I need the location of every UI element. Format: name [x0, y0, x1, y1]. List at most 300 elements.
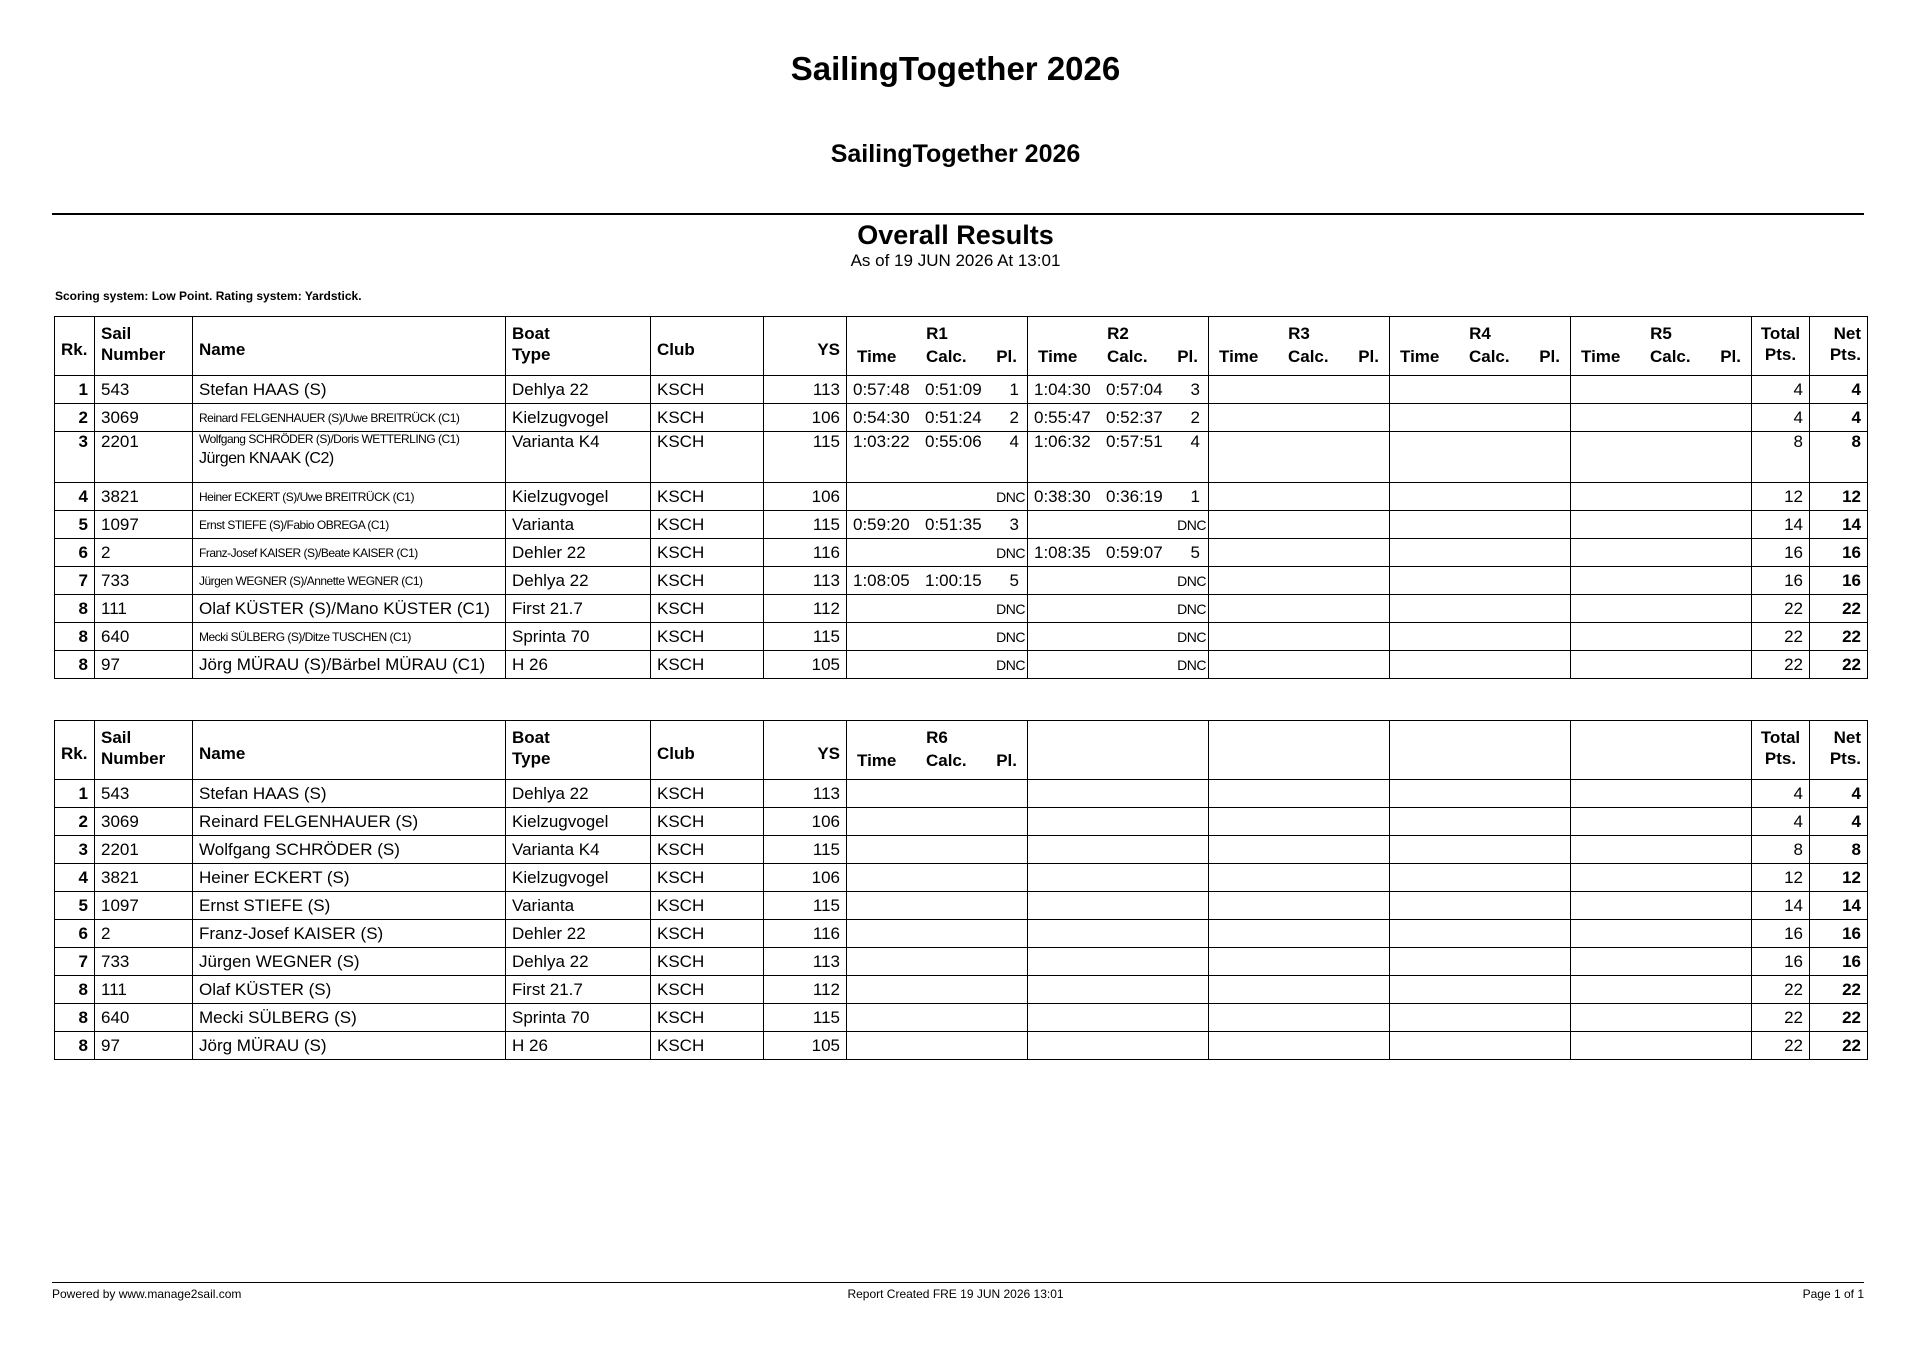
- race-result-cell: [1209, 780, 1390, 808]
- sail-number-cell: 733: [95, 567, 193, 595]
- corrected-time: 0:55:06: [925, 432, 982, 451]
- club-cell: KSCH: [651, 836, 764, 864]
- scoring-system: Scoring system: Low Point. Rating system: Yardstick.: [55, 289, 362, 303]
- race-result-cell: [1571, 595, 1752, 623]
- race-result-cell: [1028, 1032, 1209, 1060]
- race-result-cell: DNC: [847, 651, 1028, 679]
- boat-type-cell: Kielzugvogel: [506, 404, 651, 432]
- race-header: [1390, 721, 1571, 780]
- race-name: R3: [1288, 324, 1310, 343]
- table-row: [55, 483, 1868, 511]
- table-row: [55, 864, 1868, 892]
- report-created: Report Created FRE 19 JUN 2026 13:01: [847, 1287, 1064, 1301]
- race-subheader: [1034, 346, 1202, 367]
- table-row: [55, 920, 1868, 948]
- elapsed-time: 1:04:30: [1034, 379, 1091, 399]
- club-cell: KSCH: [651, 539, 764, 567]
- net-points-cell: 22: [1810, 976, 1868, 1004]
- race-result-cell: [847, 780, 1028, 808]
- total-points-cell: 14: [1752, 892, 1810, 920]
- col-net-header: [1810, 317, 1868, 376]
- race-result-cell: [1390, 948, 1571, 976]
- race-result-cell: [1209, 808, 1390, 836]
- race-result-cell: [1571, 892, 1752, 920]
- club-cell: KSCH: [651, 1032, 764, 1060]
- yardstick-cell: 105: [764, 1032, 847, 1060]
- yardstick-cell: 113: [764, 567, 847, 595]
- total-points-cell: 22: [1752, 1004, 1810, 1032]
- total-points-cell: 4: [1752, 808, 1810, 836]
- elapsed-time: 1:03:22: [853, 432, 910, 451]
- race-result-cell: [1571, 920, 1752, 948]
- rank-cell: 2: [55, 808, 95, 836]
- boat-type-cell: Varianta K4: [506, 432, 651, 483]
- total-points-cell: 12: [1752, 864, 1810, 892]
- boat-type-cell: Dehler 22: [506, 920, 651, 948]
- crew-name-cell: [193, 808, 506, 836]
- crew-name-cell: [193, 976, 506, 1004]
- race-result: [853, 408, 1021, 428]
- crew-name-cell: [193, 432, 506, 483]
- total-points-cell: 16: [1752, 920, 1810, 948]
- net-points-cell: 16: [1810, 567, 1868, 595]
- race-result-cell: [1571, 1032, 1752, 1060]
- race-result-cell: [847, 920, 1028, 948]
- race-result-cell: [1028, 836, 1209, 864]
- race-result-cell: [1209, 920, 1390, 948]
- rank-header-label: Rk.: [61, 339, 88, 359]
- crew-name: Mecki SÜLBERG (S): [199, 1007, 357, 1027]
- race-result-cell: [847, 376, 1028, 404]
- race-result-cell: [1390, 651, 1571, 679]
- report-title: SailingTogether 2026: [790, 50, 1121, 87]
- time-header-label: Time: [1038, 347, 1078, 366]
- race-result-cell: [1209, 1032, 1390, 1060]
- crew-name-cell: [193, 836, 506, 864]
- crew-name: Reinard FELGENHAUER (S): [199, 811, 419, 831]
- col-rank-header: [55, 317, 95, 376]
- net-points-cell: 16: [1810, 948, 1868, 976]
- sail-header-label: Sail: [101, 728, 132, 747]
- table-row: [55, 404, 1868, 432]
- ys-header-label: YS: [817, 743, 840, 763]
- race-result-cell: [1571, 651, 1752, 679]
- yardstick-cell: 106: [764, 808, 847, 836]
- yardstick-cell: 112: [764, 595, 847, 623]
- place: 1: [1190, 486, 1200, 506]
- crew-name: Ernst STIEFE (S): [199, 895, 331, 915]
- race-result-cell: [1390, 1032, 1571, 1060]
- table-row: [55, 836, 1868, 864]
- yardstick-cell: 115: [764, 623, 847, 651]
- race-result-cell: [1390, 920, 1571, 948]
- name-header-label: Name: [199, 339, 246, 359]
- col-boat-header: [506, 721, 651, 780]
- as-of-date: As of 19 JUN 2026 At 13:01: [850, 251, 1061, 270]
- crew-name: Olaf KÜSTER (S): [199, 979, 332, 999]
- race-result-cell: [1028, 976, 1209, 1004]
- rank-cell: 7: [55, 567, 95, 595]
- place-header-label: Pl.: [996, 751, 1017, 770]
- race-result-cell: [1571, 511, 1752, 539]
- race-result-cell: [847, 567, 1028, 595]
- calc-header-label: Calc.: [1468, 347, 1510, 366]
- table-row: [55, 892, 1868, 920]
- crew-name: Ernst STIEFE (S)/Fabio OBREGA (C1): [199, 517, 389, 532]
- race-header: [847, 317, 1028, 376]
- yardstick-cell: 115: [764, 836, 847, 864]
- yardstick-cell: 112: [764, 976, 847, 1004]
- race-result-cell: [1028, 483, 1209, 511]
- corrected-time: 0:57:04: [1106, 379, 1163, 399]
- yardstick-cell: 105: [764, 651, 847, 679]
- page-number: Page 1 of 1: [1802, 1287, 1864, 1301]
- type-header-label: Type: [512, 345, 551, 364]
- pts-header-label: Pts.: [1764, 749, 1797, 768]
- time-header-label: Time: [857, 347, 897, 366]
- race-result-cell: DNC: [847, 595, 1028, 623]
- table-row: [55, 595, 1868, 623]
- total-points-cell: 8: [1752, 432, 1810, 483]
- col-rank-header: [55, 721, 95, 780]
- club-cell: KSCH: [651, 780, 764, 808]
- race-result-cell: [1571, 780, 1752, 808]
- rank-cell: 4: [55, 483, 95, 511]
- crew-name-cell: [193, 483, 506, 511]
- club-cell: KSCH: [651, 483, 764, 511]
- yardstick-cell: 113: [764, 948, 847, 976]
- corrected-time: 0:51:24: [925, 407, 982, 427]
- col-ys-header: [764, 721, 847, 780]
- yardstick-cell: 113: [764, 780, 847, 808]
- crew-name-cell: [193, 595, 506, 623]
- race-result-cell: [1390, 539, 1571, 567]
- sail-number-cell: 640: [95, 623, 193, 651]
- crew-name-cell: [193, 864, 506, 892]
- race-result-cell: [1028, 432, 1209, 483]
- total-points-cell: 16: [1752, 948, 1810, 976]
- rank-header-label: Rk.: [61, 743, 88, 763]
- crew-name: Heiner ECKERT (S): [199, 867, 350, 887]
- net-points-cell: 4: [1810, 808, 1868, 836]
- crew-name: Stefan HAAS (S): [199, 783, 327, 803]
- rank-cell: 8: [55, 595, 95, 623]
- total-points-cell: 22: [1752, 595, 1810, 623]
- powered-by-link[interactable]: Powered by www.manage2sail.com: [52, 1287, 242, 1301]
- type-header-label: Type: [512, 749, 551, 768]
- place-header-label: Pl.: [1539, 347, 1560, 366]
- crew-name: Wolfgang SCHRÖDER (S)/Doris WETTERLING (C1): [199, 432, 460, 446]
- race-result-cell: [847, 976, 1028, 1004]
- crew-name-cell: [193, 1032, 506, 1060]
- net-points-cell: 16: [1810, 539, 1868, 567]
- crew-name: Heiner ECKERT (S)/Uwe BREITRÜCK (C1): [199, 489, 414, 504]
- sail-number-cell: 97: [95, 651, 193, 679]
- table-row: [55, 539, 1868, 567]
- race-header: [1209, 721, 1390, 780]
- race-result-cell: [1571, 976, 1752, 1004]
- col-total-header: [1752, 721, 1810, 780]
- race-result-cell: [1028, 948, 1209, 976]
- race-result-cell: [1209, 1004, 1390, 1032]
- total-points-cell: 16: [1752, 567, 1810, 595]
- race-header: [1571, 317, 1752, 376]
- net-points-cell: 14: [1810, 892, 1868, 920]
- sail-number-cell: 2: [95, 920, 193, 948]
- time-header-label: Time: [1219, 347, 1259, 366]
- race-result-cell: [847, 432, 1028, 483]
- race-result-cell: [1390, 1004, 1571, 1032]
- sail-number-cell: 2201: [95, 836, 193, 864]
- race-result-cell: [1390, 808, 1571, 836]
- race-name: R5: [1650, 324, 1672, 343]
- table-row: [55, 432, 1868, 483]
- race-result-cell: [1028, 1004, 1209, 1032]
- calc-header-label: Calc.: [925, 347, 967, 366]
- time-header-label: Time: [857, 751, 897, 770]
- race-name: R4: [1469, 324, 1491, 343]
- crew-name: Mecki SÜLBERG (S)/Ditze TUSCHEN (C1): [199, 629, 411, 644]
- race-result-cell: DNC: [1028, 511, 1209, 539]
- race-result-cell: [1209, 511, 1390, 539]
- race-result-cell: DNC: [1028, 567, 1209, 595]
- calc-header-label: Calc.: [1287, 347, 1329, 366]
- race-subheader: [1215, 346, 1383, 367]
- place: 5: [1190, 542, 1200, 562]
- club-header-label: Club: [657, 339, 695, 359]
- club-cell: KSCH: [651, 948, 764, 976]
- header-row: [55, 317, 1868, 376]
- club-cell: KSCH: [651, 651, 764, 679]
- crew-name-cell: [193, 376, 506, 404]
- elapsed-time: 0:38:30: [1034, 486, 1091, 506]
- col-club-header: [651, 317, 764, 376]
- total-header-label: Total: [1760, 324, 1801, 343]
- race-header: [1390, 317, 1571, 376]
- rank-cell: 5: [55, 892, 95, 920]
- table-row: [55, 808, 1868, 836]
- rank-cell: 2: [55, 404, 95, 432]
- race-result-cell: [1390, 404, 1571, 432]
- net-points-cell: 14: [1810, 511, 1868, 539]
- race-result-cell: [1209, 432, 1390, 483]
- boat-type-cell: H 26: [506, 651, 651, 679]
- sail-number-cell: 3069: [95, 404, 193, 432]
- sail-number-cell: 3821: [95, 483, 193, 511]
- sail-header-label: Sail: [101, 324, 132, 343]
- net-points-cell: 12: [1810, 483, 1868, 511]
- race-result-cell: [1390, 376, 1571, 404]
- race-result-cell: [1571, 432, 1752, 483]
- total-points-cell: 22: [1752, 651, 1810, 679]
- crew-name: Jürgen WEGNER (S)/Annette WEGNER (C1): [199, 573, 423, 588]
- corrected-time: 0:51:35: [925, 514, 982, 534]
- race-result-cell: [1209, 948, 1390, 976]
- crew-name-cell: [193, 651, 506, 679]
- race-result-cell: [1571, 404, 1752, 432]
- yardstick-cell: 106: [764, 864, 847, 892]
- race-result-cell: [1209, 404, 1390, 432]
- corrected-time: 0:51:09: [925, 379, 982, 399]
- crew-name: Stefan HAAS (S): [199, 379, 327, 399]
- total-points-cell: 14: [1752, 511, 1810, 539]
- col-boat-header: [506, 317, 651, 376]
- race-result-cell: [1209, 976, 1390, 1004]
- boat-type-cell: First 21.7: [506, 976, 651, 1004]
- race-result-cell: DNC: [1028, 651, 1209, 679]
- club-cell: KSCH: [651, 511, 764, 539]
- crew-name-cell: [193, 623, 506, 651]
- total-points-cell: 12: [1752, 483, 1810, 511]
- race-result-cell: [1028, 920, 1209, 948]
- number-header-label: Number: [101, 749, 166, 768]
- calc-header-label: Calc.: [1106, 347, 1148, 366]
- sail-number-cell: 97: [95, 1032, 193, 1060]
- race-result-cell: [1209, 483, 1390, 511]
- race-result-cell: [1571, 808, 1752, 836]
- results-table-2: [54, 720, 1868, 1060]
- yardstick-cell: 115: [764, 511, 847, 539]
- race-subheader: [1577, 346, 1745, 367]
- place-header-label: Pl.: [1358, 347, 1379, 366]
- club-cell: KSCH: [651, 404, 764, 432]
- place: 2: [1009, 407, 1019, 427]
- place: 1: [1009, 379, 1019, 399]
- club-cell: KSCH: [651, 595, 764, 623]
- yardstick-cell: 115: [764, 432, 847, 483]
- pts-header-label: Pts.: [1764, 345, 1797, 364]
- race-result-cell: DNC: [1028, 623, 1209, 651]
- race-name: R2: [1107, 324, 1129, 343]
- race-result-cell: [1571, 836, 1752, 864]
- table-row: [55, 780, 1868, 808]
- race-result: [1034, 487, 1202, 507]
- place: 4: [1009, 432, 1019, 451]
- corrected-time: 0:52:37: [1106, 407, 1163, 427]
- boat-type-cell: Kielzugvogel: [506, 808, 651, 836]
- sail-number-cell: 733: [95, 948, 193, 976]
- race-header: [1571, 721, 1752, 780]
- boat-type-cell: Dehler 22: [506, 539, 651, 567]
- yardstick-cell: 106: [764, 483, 847, 511]
- race-name: R1: [926, 324, 948, 343]
- time-header-label: Time: [1581, 347, 1621, 366]
- race-result-cell: [1571, 539, 1752, 567]
- race-result-cell: [1209, 892, 1390, 920]
- col-name-header: [193, 317, 506, 376]
- net-points-cell: 8: [1810, 836, 1868, 864]
- net-points-cell: 12: [1810, 864, 1868, 892]
- race-result: [853, 432, 1021, 452]
- ys-header-label: YS: [817, 339, 840, 359]
- club-cell: KSCH: [651, 567, 764, 595]
- rank-cell: 8: [55, 976, 95, 1004]
- yardstick-cell: 106: [764, 404, 847, 432]
- net-points-cell: 22: [1810, 623, 1868, 651]
- club-cell: KSCH: [651, 864, 764, 892]
- race-result-cell: [847, 808, 1028, 836]
- race-result-cell: [1028, 539, 1209, 567]
- race-result-cell: [847, 1004, 1028, 1032]
- header-rule: [52, 213, 1864, 215]
- race-result-cell: [1571, 483, 1752, 511]
- yardstick-cell: 116: [764, 920, 847, 948]
- elapsed-time: 1:08:35: [1034, 542, 1091, 562]
- crew-name-cell: [193, 920, 506, 948]
- boat-header-label: Boat: [512, 728, 550, 747]
- results-table-1: [54, 316, 1868, 679]
- total-points-cell: 22: [1752, 1032, 1810, 1060]
- total-points-cell: 4: [1752, 376, 1810, 404]
- club-cell: KSCH: [651, 892, 764, 920]
- footer-rule: [52, 1282, 1864, 1283]
- table-row: [55, 567, 1868, 595]
- race-result-cell: [847, 864, 1028, 892]
- race-result-cell: [1390, 432, 1571, 483]
- col-name-header: [193, 721, 506, 780]
- col-sail-header: [95, 317, 193, 376]
- boat-type-cell: Dehlya 22: [506, 780, 651, 808]
- race-result-cell: [1390, 511, 1571, 539]
- race-header: [847, 721, 1028, 780]
- elapsed-time: 0:54:30: [853, 407, 910, 427]
- race-result-cell: [1571, 567, 1752, 595]
- place: 3: [1190, 379, 1200, 399]
- rank-cell: 6: [55, 539, 95, 567]
- race-result-cell: [1028, 780, 1209, 808]
- yardstick-cell: 115: [764, 892, 847, 920]
- elapsed-time: 0:59:20: [853, 514, 910, 534]
- corrected-time: 0:57:51: [1106, 432, 1163, 451]
- race-result-cell: [1390, 864, 1571, 892]
- race-result-cell: [847, 511, 1028, 539]
- race-result-cell: [847, 1032, 1028, 1060]
- sail-number-cell: 1097: [95, 511, 193, 539]
- race-result: [1034, 380, 1202, 400]
- crew-name: Olaf KÜSTER (S)/Mano KÜSTER (C1): [199, 598, 490, 618]
- race-result-cell: DNC: [847, 623, 1028, 651]
- rank-cell: 4: [55, 864, 95, 892]
- report-subtitle: SailingTogether 2026: [830, 140, 1081, 168]
- boat-type-cell: H 26: [506, 1032, 651, 1060]
- net-points-cell: 22: [1810, 595, 1868, 623]
- col-net-header: [1810, 721, 1868, 780]
- net-points-cell: 22: [1810, 1004, 1868, 1032]
- race-result-cell: [1571, 1004, 1752, 1032]
- race-result-cell: [1390, 976, 1571, 1004]
- elapsed-time: 1:08:05: [853, 570, 910, 590]
- boat-type-cell: Kielzugvogel: [506, 864, 651, 892]
- place: 5: [1009, 570, 1019, 590]
- race-result-cell: [1209, 864, 1390, 892]
- total-points-cell: 22: [1752, 623, 1810, 651]
- club-cell: KSCH: [651, 376, 764, 404]
- sail-number-cell: 111: [95, 976, 193, 1004]
- crew-name: Franz-Josef KAISER (S)/Beate KAISER (C1): [199, 545, 418, 560]
- pts-header-label: Pts.: [1829, 749, 1861, 768]
- place: 4: [1190, 432, 1200, 451]
- crew-name-cell: [193, 780, 506, 808]
- race-result-cell: [1028, 864, 1209, 892]
- race-result-cell: [1390, 483, 1571, 511]
- calc-header-label: Calc.: [1649, 347, 1691, 366]
- race-result-cell: [1209, 376, 1390, 404]
- place-header-label: Pl.: [1720, 347, 1741, 366]
- race-result-cell: [1028, 808, 1209, 836]
- sail-number-cell: 2: [95, 539, 193, 567]
- race-result-cell: DNC: [1028, 595, 1209, 623]
- total-points-cell: 22: [1752, 976, 1810, 1004]
